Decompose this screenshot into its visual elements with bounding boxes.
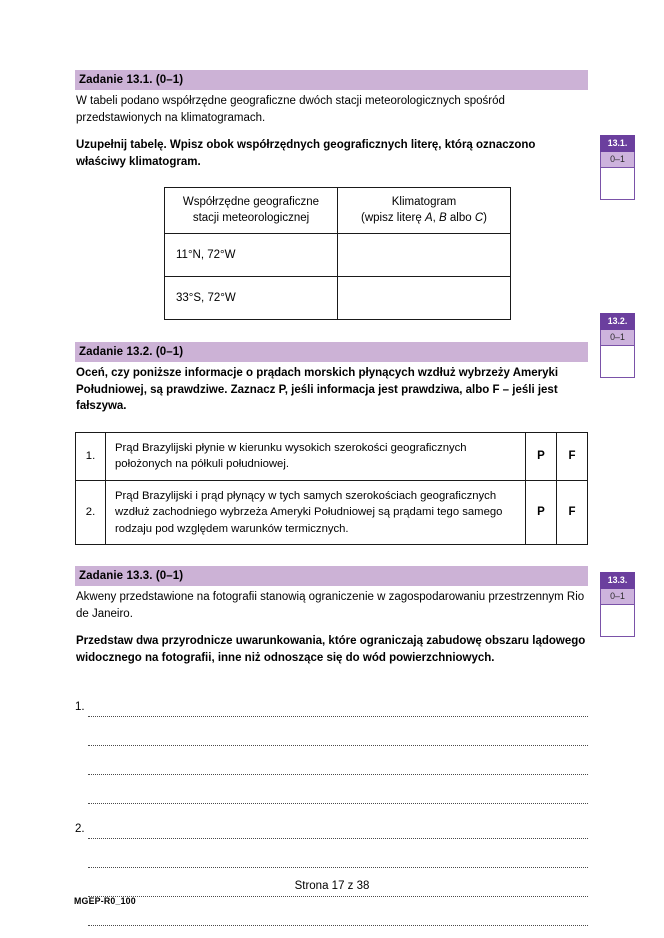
content-column [75,70,588,932]
answer-line[interactable] [75,746,588,775]
statement-1-true-option[interactable]: P [526,432,557,480]
answer-group-1 [75,688,588,804]
hint-letter-a: A [424,212,433,224]
table-row [76,480,588,545]
score-box-13-3 [600,572,635,637]
statement-number-1: 1. [76,432,106,480]
task-13-2 [75,342,588,545]
hint-sep-2: albo [446,212,475,224]
score-box-points-13-1: 0–1 [600,152,635,168]
hint-prefix: (wpisz literę [361,212,425,224]
score-box-label-13-1: 13.1. [600,135,635,152]
statement-number-2: 2. [76,480,106,545]
dotted-write-line[interactable] [88,825,588,839]
answer-cell-2[interactable] [338,277,511,320]
coordinates-table [164,187,511,320]
page-number-footer: Strona 17 z 38 [294,880,370,892]
statement-text-1: Prąd Brazylijski płynie w kierunku wysokich szerokości geograficznych położonych na półkuli południowej. [106,432,526,480]
score-box-label-13-2: 13.2. [600,313,635,330]
table-row [165,234,511,277]
dotted-write-line[interactable] [88,854,588,868]
header-cell-coordinates [165,188,338,234]
dotted-write-line[interactable] [88,703,588,717]
answer-line[interactable] [75,688,588,717]
hint-letter-b: B [439,212,447,224]
coordinates-value-1: 11°N, 72°W [165,234,338,277]
score-box-input-13-1[interactable] [600,168,635,200]
header-climatogram-hint [361,212,487,224]
task-13-2-instruction: Oceń, czy poniższe informacje o prądach morskich płynących wzdłuż wybrzeży Ameryki Południowej, są prawdziwe. Zaznacz P, jeśli informacja jest prawdziwa, albo F – jeśli jest fałszywa. [76,367,559,412]
header-coordinates-line2: stacji meteorologicznej [192,212,310,224]
dotted-write-line[interactable] [88,761,588,775]
score-box-input-13-2[interactable] [600,346,635,378]
true-false-table [75,432,588,546]
dotted-write-line[interactable] [88,790,588,804]
score-box-label-13-3: 13.3. [600,572,635,589]
score-box-13-1 [600,135,635,200]
statement-1-false-option[interactable]: F [557,432,588,480]
table-row [76,432,588,480]
dotted-write-line[interactable] [88,732,588,746]
answer-line[interactable] [75,775,588,804]
header-cell-climatogram [338,188,511,234]
hint-letter-c: C [474,212,484,224]
score-box-13-2 [600,313,635,378]
answer-number-2: 2. [75,823,85,835]
answer-line[interactable] [75,717,588,746]
task-13-3-instruction: Przedstaw dwa przyrodnicze uwarunkowania, które ograniczają zabudowę obszaru lądowego widocznego na fotografii, inne niż odnoszące się do wód powierzchniowych. [76,635,586,664]
sheet-code-footer: MGEP-R0_100 [74,896,136,906]
task-13-1-instruction: Uzupełnij tabelę. Wpisz obok współrzędnych geograficznych literę, którą oznaczono właściwy klimatogram. [76,139,536,168]
task-13-1 [75,70,588,320]
header-climatogram-line1: Klimatogram [391,196,457,208]
answer-cell-1[interactable] [338,234,511,277]
score-box-input-13-3[interactable] [600,605,635,637]
task-13-3 [75,566,588,926]
answer-number-1: 1. [75,701,85,713]
task-13-3-header: Zadanie 13.3. (0–1) [75,566,588,586]
table-row [165,277,511,320]
task-13-1-header: Zadanie 13.1. (0–1) [75,70,588,90]
table-header-row [165,188,511,234]
task-13-3-intro: Akweny przedstawione na fotografii stanowią ograniczenie w zagospodarowaniu przestrzennym Rio de Janeiro. [76,591,585,620]
task-13-1-intro: W tabeli podano współrzędne geograficzne dwóch stacji meteorologicznych spośród przedstawionych na klimatogramach. [76,95,505,124]
hint-suffix: ) [483,212,487,224]
statement-2-false-option[interactable]: F [557,480,588,545]
hint-sep-1: , [432,212,439,224]
statement-2-true-option[interactable]: P [526,480,557,545]
answer-line[interactable] [75,897,588,926]
score-box-points-13-2: 0–1 [600,330,635,346]
task-13-2-header: Zadanie 13.2. (0–1) [75,342,588,362]
answer-line[interactable] [75,810,588,839]
coordinates-value-2: 33°S, 72°W [165,277,338,320]
answer-group-2 [75,810,588,926]
score-box-points-13-3: 0–1 [600,589,635,605]
statement-text-2: Prąd Brazylijski i prąd płynący w tych samych szerokościach geograficznych wzdłuż zachodniego wybrzeża Ameryki Południowej są prądami tego samego rodzaju pod względem warunków termicznych. [106,480,526,545]
dotted-write-line[interactable] [88,912,588,926]
header-coordinates-line1: Współrzędne geograficzne [182,196,320,208]
answer-line[interactable] [75,839,588,868]
